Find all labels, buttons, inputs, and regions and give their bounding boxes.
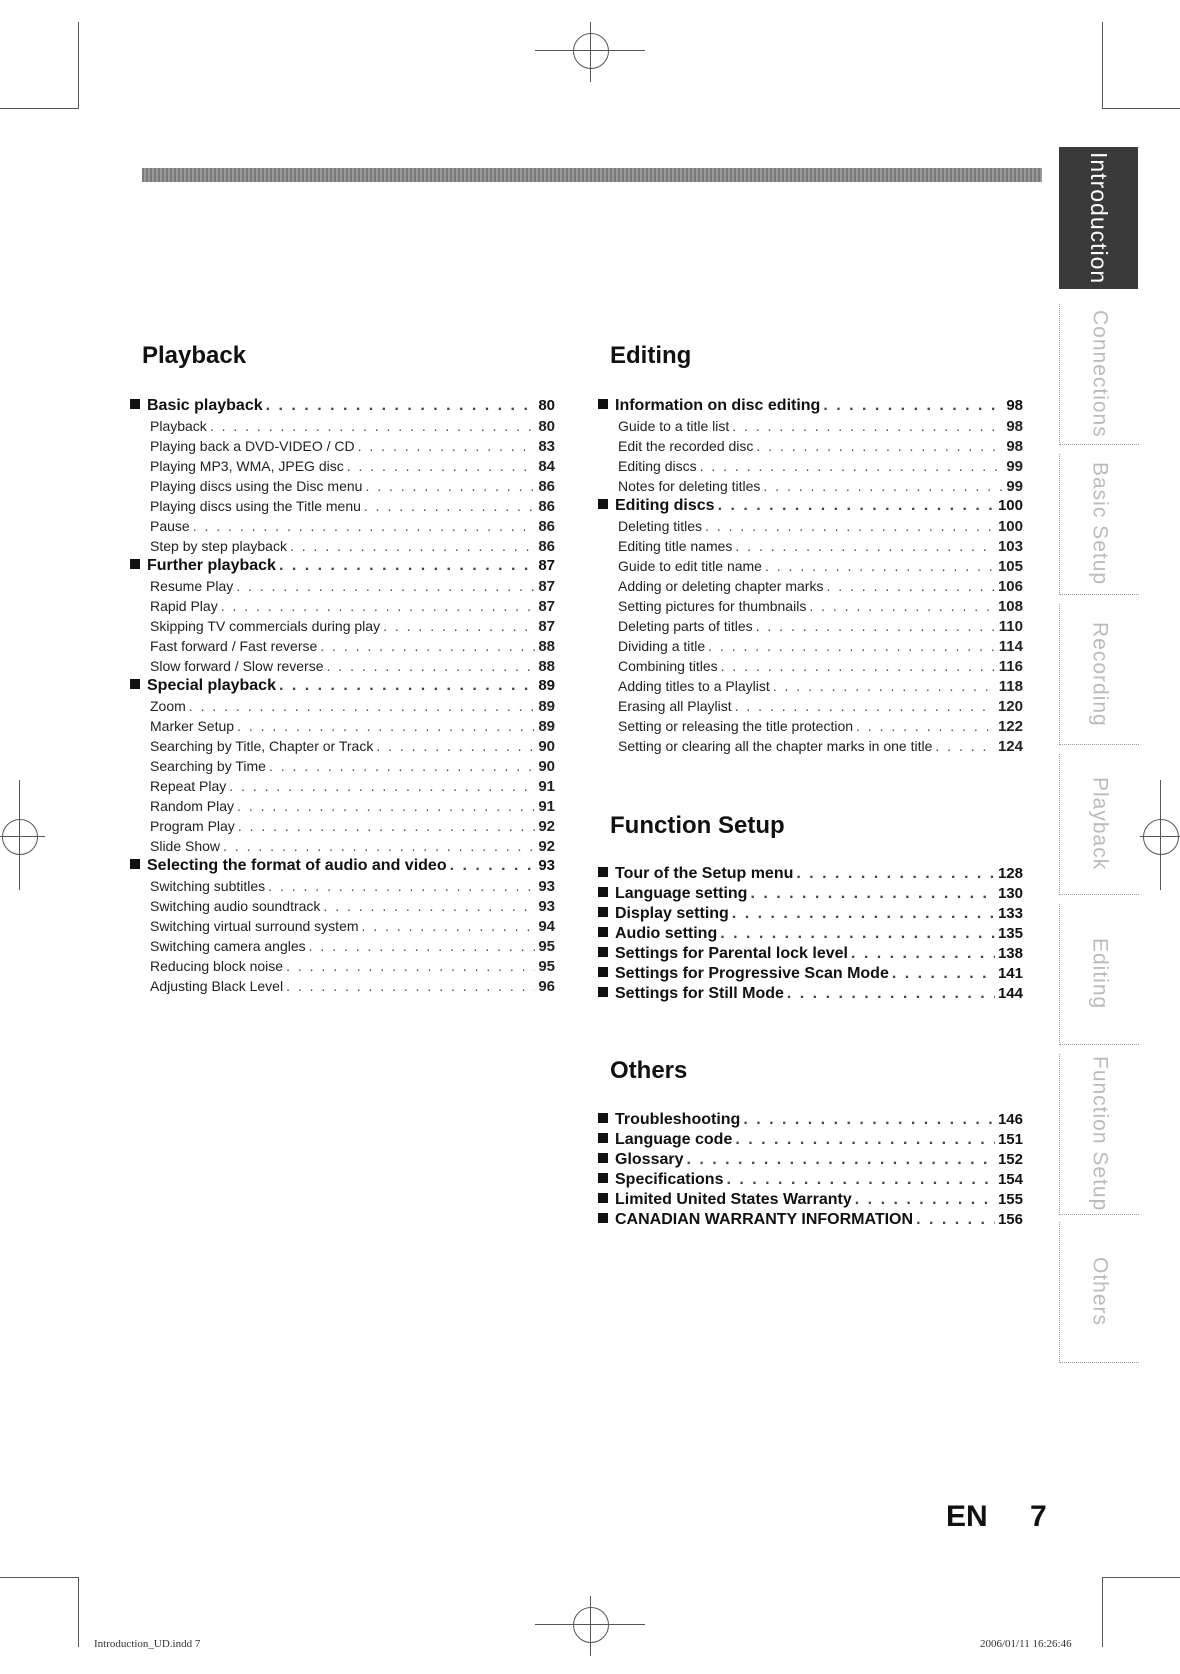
dot-leader	[935, 736, 995, 756]
tab-label: Basic Setup	[1088, 462, 1112, 586]
toc-page-number: 152	[997, 1151, 1023, 1168]
toc-label: Editing discs	[618, 458, 697, 474]
toc-page-number: 83	[538, 438, 555, 455]
dot-leader	[237, 796, 535, 816]
toc-label: Switching audio soundtrack	[150, 898, 321, 914]
toc-subentry[interactable]	[598, 456, 1023, 476]
dot-leader	[362, 916, 536, 936]
page-number: 7	[1030, 1500, 1047, 1533]
toc-label: Marker Setup	[150, 718, 235, 734]
toc-label: CANADIAN WARRANTY INFORMATION	[615, 1211, 914, 1228]
toc-subentry[interactable]	[598, 516, 1023, 536]
dot-leader	[290, 536, 535, 556]
toc-label: Searching by Time	[150, 758, 266, 774]
toc-entry[interactable]	[598, 1190, 1023, 1210]
toc-label: Tour of the Setup menu	[615, 865, 794, 882]
toc-page-number: 93	[538, 857, 555, 874]
toc-entry[interactable]	[598, 884, 1023, 904]
toc-label: Limited United States Warranty	[615, 1191, 852, 1208]
toc-page-number: 155	[997, 1191, 1023, 1208]
toc-label: Setting or clearing all the chapter marks in one title	[618, 738, 933, 754]
toc-label: Edit the recorded disc	[618, 438, 754, 454]
toc-page-number: 80	[538, 418, 555, 435]
tab-connections[interactable]	[1059, 304, 1139, 445]
toc-label: Random Play	[150, 798, 235, 814]
toc-page-number: 156	[997, 1211, 1023, 1228]
tab-label: Others	[1088, 1257, 1112, 1327]
tab-label: Connections	[1088, 310, 1112, 438]
toc-label: Further playback	[147, 557, 276, 574]
tab-label: Function Setup	[1088, 1056, 1112, 1212]
toc-subentry[interactable]	[598, 436, 1023, 456]
toc-page-number: 146	[997, 1111, 1023, 1128]
toc-label: Step by step playback	[150, 538, 287, 554]
toc-page-number: 93	[538, 878, 555, 895]
dot-leader	[718, 496, 995, 516]
tab-function-setup[interactable]	[1059, 1054, 1139, 1215]
tab-others[interactable]	[1059, 1222, 1139, 1363]
toc-subentry[interactable]	[130, 616, 555, 636]
header-band	[142, 168, 1042, 182]
toc-page-number: 135	[997, 925, 1023, 942]
dot-leader	[892, 964, 995, 984]
toc-entry[interactable]	[598, 1130, 1023, 1150]
tab-basic-setup[interactable]	[1059, 454, 1139, 595]
square-bullet-icon	[130, 559, 140, 569]
section-title-editing: Editing	[610, 342, 692, 369]
toc-label: Resume Play	[150, 578, 234, 594]
toc-page-number: 93	[538, 898, 555, 915]
toc-page-number: 128	[997, 865, 1023, 882]
toc-label: Basic playback	[147, 397, 263, 414]
toc-page-number: 86	[538, 498, 555, 515]
toc-label: Special playback	[147, 677, 276, 694]
toc-subentry[interactable]	[130, 576, 555, 596]
toc-entry[interactable]	[130, 856, 555, 876]
toc-label: Playing back a DVD-VIDEO / CD	[150, 438, 355, 454]
toc-subentry[interactable]	[130, 716, 555, 736]
square-bullet-icon	[598, 867, 608, 877]
toc-label: Settings for Parental lock level	[615, 945, 848, 962]
toc-label: Playback	[150, 418, 207, 434]
toc-page-number: 86	[538, 538, 555, 555]
dot-leader	[238, 816, 536, 836]
toc-others	[598, 1110, 1023, 1230]
dot-leader	[286, 956, 535, 976]
toc-subentry[interactable]	[598, 556, 1023, 576]
toc-label: Slide Show	[150, 838, 221, 854]
toc-entry[interactable]	[130, 396, 555, 416]
footer-timestamp: 2006/01/11 16:26:46	[980, 1638, 1072, 1650]
dot-leader	[773, 676, 996, 696]
square-bullet-icon	[598, 399, 608, 409]
tab-label: Recording	[1088, 621, 1112, 727]
square-bullet-icon	[598, 1193, 608, 1203]
toc-page-number: 90	[538, 758, 555, 775]
toc-label: Erasing all Playlist	[618, 698, 732, 714]
square-bullet-icon	[598, 1133, 608, 1143]
square-bullet-icon	[598, 887, 608, 897]
dot-leader	[916, 1210, 995, 1230]
toc-label: Settings for Progressive Scan Mode	[615, 965, 889, 982]
toc-page-number: 94	[538, 918, 555, 935]
square-bullet-icon	[598, 927, 608, 937]
dot-leader	[364, 496, 535, 516]
square-bullet-icon	[598, 907, 608, 917]
dot-leader	[750, 884, 995, 904]
toc-page-number: 89	[538, 677, 555, 694]
toc-label: Deleting parts of titles	[618, 618, 753, 634]
dot-leader	[193, 516, 536, 536]
toc-label: Information on disc editing	[615, 397, 821, 414]
toc-page-number: 80	[538, 397, 555, 414]
toc-label: Skipping TV commercials during play	[150, 618, 381, 634]
toc-subentry[interactable]	[130, 656, 555, 676]
toc-subentry[interactable]	[130, 976, 555, 996]
dot-leader	[279, 556, 535, 576]
toc-label: Adding or deleting chapter marks	[618, 578, 824, 594]
dot-leader	[376, 736, 535, 756]
dot-leader	[237, 716, 535, 736]
toc-page-number: 89	[538, 718, 555, 735]
dot-leader	[347, 456, 536, 476]
toc-entry[interactable]	[598, 904, 1023, 924]
toc-label: Playing discs using the Disc menu	[150, 478, 363, 494]
toc-subentry[interactable]	[598, 476, 1023, 496]
tab-editing[interactable]	[1059, 904, 1139, 1045]
dot-leader	[720, 924, 995, 944]
toc-label: Audio setting	[615, 925, 718, 942]
toc-label: Switching camera angles	[150, 938, 306, 954]
dot-leader	[735, 536, 995, 556]
square-bullet-icon	[130, 399, 140, 409]
toc-subentry[interactable]	[598, 616, 1023, 636]
section-title-playback: Playback	[142, 342, 247, 369]
toc-label: Program Play	[150, 818, 235, 834]
section-title-others: Others	[610, 1057, 688, 1084]
toc-function-setup	[598, 864, 1023, 1004]
toc-page-number: 92	[538, 818, 555, 835]
toc-page-number: 95	[538, 958, 555, 975]
toc-page-number: 90	[538, 738, 555, 755]
tab-label: Editing	[1088, 938, 1112, 1010]
dot-leader	[735, 1130, 995, 1150]
dot-leader	[823, 396, 1003, 416]
toc-page-number: 151	[997, 1131, 1023, 1148]
toc-playback	[130, 396, 555, 996]
dot-leader	[826, 576, 995, 596]
toc-page-number: 84	[538, 458, 555, 475]
toc-label: Switching subtitles	[150, 878, 266, 894]
toc-subentry[interactable]	[130, 696, 555, 716]
toc-page-number: 98	[1006, 397, 1023, 414]
toc-page-number: 88	[538, 638, 555, 655]
toc-entry[interactable]	[598, 864, 1023, 884]
toc-entry[interactable]	[598, 1170, 1023, 1190]
toc-subentry[interactable]	[598, 636, 1023, 656]
toc-entry[interactable]	[598, 1150, 1023, 1170]
square-bullet-icon	[598, 1213, 608, 1223]
toc-page-number: 106	[997, 578, 1023, 595]
toc-page-number: 138	[997, 945, 1023, 962]
toc-label: Selecting the format of audio and video	[147, 857, 447, 874]
toc-label: Adding titles to a Playlist	[618, 678, 770, 694]
dot-leader	[320, 636, 535, 656]
toc-subentry[interactable]	[130, 776, 555, 796]
toc-label: Language setting	[615, 885, 748, 902]
toc-entry[interactable]	[598, 496, 1023, 516]
toc-entry[interactable]	[598, 396, 1023, 416]
toc-subentry[interactable]	[598, 736, 1023, 756]
toc-editing	[598, 396, 1023, 756]
toc-page-number: 133	[997, 905, 1023, 922]
toc-subentry[interactable]	[130, 536, 555, 556]
toc-label: Glossary	[615, 1151, 684, 1168]
toc-page-number: 99	[1006, 458, 1023, 475]
toc-label: Editing discs	[615, 497, 715, 514]
tab-recording[interactable]	[1059, 604, 1139, 745]
dot-leader	[796, 864, 995, 884]
toc-page-number: 87	[538, 557, 555, 574]
toc-subentry[interactable]	[130, 596, 555, 616]
toc-label: Switching virtual surround system	[150, 918, 359, 934]
dot-leader	[223, 836, 535, 856]
tab-label: Playback	[1088, 777, 1112, 871]
dot-leader	[721, 656, 996, 676]
toc-label: Zoom	[150, 698, 186, 714]
toc-label: Fast forward / Fast reverse	[150, 638, 318, 654]
toc-subentry[interactable]	[598, 656, 1023, 676]
toc-entry[interactable]	[598, 1210, 1023, 1230]
dot-leader	[856, 716, 995, 736]
toc-page-number: 100	[997, 518, 1023, 535]
toc-page-number: 88	[538, 658, 555, 675]
dot-leader	[383, 616, 535, 636]
toc-label: Slow forward / Slow reverse	[150, 658, 324, 674]
dot-leader	[210, 416, 536, 436]
toc-subentry[interactable]	[130, 896, 555, 916]
toc-label: Guide to a title list	[618, 418, 730, 434]
toc-subentry[interactable]	[130, 456, 555, 476]
toc-label: Searching by Title, Chapter or Track	[150, 738, 374, 754]
dot-leader	[221, 596, 536, 616]
square-bullet-icon	[598, 987, 608, 997]
footer-filename: Introduction_UD.indd 7	[94, 1638, 201, 1650]
square-bullet-icon	[598, 1173, 608, 1183]
toc-page-number: 110	[998, 618, 1023, 635]
dot-leader	[787, 984, 995, 1004]
toc-label: Adjusting Black Level	[150, 978, 284, 994]
toc-label: Settings for Still Mode	[615, 985, 784, 1002]
toc-page-number: 144	[997, 985, 1023, 1002]
toc-label: Guide to edit title name	[618, 558, 762, 574]
square-bullet-icon	[598, 499, 608, 509]
toc-label: Reducing block noise	[150, 958, 284, 974]
toc-page-number: 91	[538, 778, 555, 795]
toc-label: Notes for deleting titles	[618, 478, 761, 494]
toc-page-number: 91	[538, 798, 555, 815]
square-bullet-icon	[130, 859, 140, 869]
toc-subentry[interactable]	[130, 836, 555, 856]
toc-subentry[interactable]	[598, 696, 1023, 716]
toc-label: Specifications	[615, 1171, 724, 1188]
toc-page-number: 120	[997, 698, 1023, 715]
dot-leader	[763, 476, 1003, 496]
section-title-function-setup: Function Setup	[610, 812, 785, 839]
toc-subentry[interactable]	[598, 596, 1023, 616]
toc-entry[interactable]	[130, 556, 555, 576]
toc-entry[interactable]	[130, 676, 555, 696]
dot-leader	[726, 1170, 994, 1190]
dot-leader	[286, 976, 535, 996]
dot-leader	[323, 896, 535, 916]
toc-subentry[interactable]	[130, 476, 555, 496]
square-bullet-icon	[598, 1153, 608, 1163]
toc-page-number: 114	[998, 638, 1023, 655]
toc-page-number: 154	[997, 1171, 1023, 1188]
toc-label: Playing discs using the Title menu	[150, 498, 361, 514]
dot-leader	[327, 656, 536, 676]
toc-page-number: 95	[538, 938, 555, 955]
toc-subentry[interactable]	[130, 516, 555, 536]
dot-leader	[732, 416, 1003, 436]
toc-page-number: 118	[998, 678, 1023, 695]
toc-page-number: 116	[998, 658, 1023, 675]
dot-leader	[358, 436, 536, 456]
toc-entry[interactable]	[598, 944, 1023, 964]
toc-label: Troubleshooting	[615, 1111, 741, 1128]
toc-label: Display setting	[615, 905, 729, 922]
toc-page-number: 87	[538, 598, 555, 615]
toc-page-number: 100	[997, 497, 1023, 514]
dot-leader	[700, 456, 1004, 476]
toc-subentry[interactable]	[598, 576, 1023, 596]
toc-label: Dividing a title	[618, 638, 706, 654]
toc-subentry[interactable]	[130, 436, 555, 456]
toc-page-number: 141	[997, 965, 1023, 982]
toc-page-number: 98	[1006, 438, 1023, 455]
toc-page-number: 103	[997, 538, 1023, 555]
toc-page-number: 89	[538, 698, 555, 715]
toc-label: Setting pictures for thumbnails	[618, 598, 807, 614]
toc-label: Deleting titles	[618, 518, 703, 534]
square-bullet-icon	[598, 1113, 608, 1123]
dot-leader	[229, 776, 535, 796]
square-bullet-icon	[598, 967, 608, 977]
square-bullet-icon	[598, 947, 608, 957]
toc-label: Pause	[150, 518, 190, 534]
toc-label: Rapid Play	[150, 598, 218, 614]
toc-label: Editing title names	[618, 538, 733, 554]
toc-page-number: 124	[997, 738, 1023, 755]
dot-leader	[450, 856, 536, 876]
toc-entry[interactable]	[598, 1110, 1023, 1130]
dot-leader	[268, 876, 535, 896]
dot-leader	[732, 904, 995, 924]
dot-leader	[765, 556, 995, 576]
toc-subentry[interactable]	[130, 796, 555, 816]
toc-label: Language code	[615, 1131, 733, 1148]
toc-label: Combining titles	[618, 658, 718, 674]
toc-subentry[interactable]	[130, 736, 555, 756]
toc-page-number: 105	[997, 558, 1023, 575]
toc-page-number: 86	[538, 478, 555, 495]
dot-leader	[269, 756, 535, 776]
toc-subentry[interactable]	[130, 956, 555, 976]
toc-page-number: 96	[538, 978, 555, 995]
tab-label: Introduction	[1086, 151, 1112, 285]
toc-subentry[interactable]	[130, 416, 555, 436]
dot-leader	[686, 1150, 994, 1170]
dot-leader	[735, 696, 995, 716]
toc-subentry[interactable]	[130, 636, 555, 656]
toc-subentry[interactable]	[130, 496, 555, 516]
toc-page-number: 130	[997, 885, 1023, 902]
dot-leader	[809, 596, 995, 616]
toc-page-number: 87	[538, 578, 555, 595]
toc-page-number: 86	[538, 518, 555, 535]
toc-subentry[interactable]	[130, 876, 555, 896]
page-language-code: EN	[946, 1500, 988, 1533]
dot-leader	[279, 676, 535, 696]
tab-playback[interactable]	[1059, 754, 1139, 895]
toc-subentry[interactable]	[130, 756, 555, 776]
dot-leader	[855, 1190, 995, 1210]
tab-introduction[interactable]	[1059, 147, 1138, 289]
toc-page-number: 122	[997, 718, 1023, 735]
toc-subentry[interactable]	[130, 916, 555, 936]
toc-subentry[interactable]	[130, 816, 555, 836]
toc-subentry[interactable]	[598, 716, 1023, 736]
toc-entry[interactable]	[598, 964, 1023, 984]
dot-leader	[309, 936, 536, 956]
toc-subentry[interactable]	[598, 416, 1023, 436]
toc-page-number: 99	[1006, 478, 1023, 495]
dot-leader	[851, 944, 995, 964]
toc-page-number: 108	[997, 598, 1023, 615]
square-bullet-icon	[130, 679, 140, 689]
toc-subentry[interactable]	[130, 936, 555, 956]
dot-leader	[743, 1110, 995, 1130]
dot-leader	[756, 436, 1003, 456]
dot-leader	[236, 576, 535, 596]
toc-label: Setting or releasing the title protection	[618, 718, 854, 734]
toc-page-number: 92	[538, 838, 555, 855]
toc-label: Repeat Play	[150, 778, 227, 794]
dot-leader	[266, 396, 536, 416]
toc-page-number: 98	[1006, 418, 1023, 435]
dot-leader	[708, 636, 996, 656]
dot-leader	[705, 516, 995, 536]
toc-entry[interactable]	[598, 984, 1023, 1004]
toc-subentry[interactable]	[598, 676, 1023, 696]
dot-leader	[365, 476, 535, 496]
dot-leader	[756, 616, 996, 636]
toc-entry[interactable]	[598, 924, 1023, 944]
dot-leader	[189, 696, 536, 716]
toc-label: Playing MP3, WMA, JPEG disc	[150, 458, 344, 474]
toc-page-number: 87	[538, 618, 555, 635]
toc-subentry[interactable]	[598, 536, 1023, 556]
